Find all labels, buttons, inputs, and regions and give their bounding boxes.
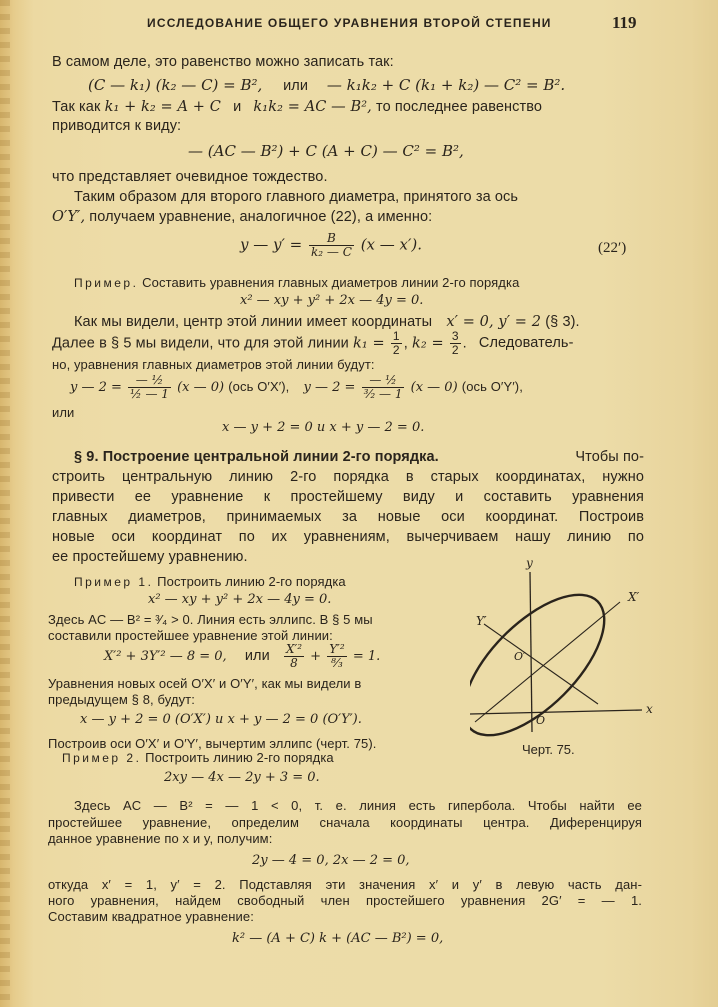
- inline-math: k₁k₂ = AC — B²,: [253, 99, 372, 115]
- denominator: k₂ — C: [311, 245, 352, 259]
- paragraph-line: откуда x′ = 1, y′ = 2. Подставляя эти значения x′ и y′ в левую часть дан-: [48, 877, 642, 892]
- paragraph-line: Далее в § 5 мы видели, что для этой линии k₁ = $\frac{1}{2}$ , k₂ = $\frac{3}{2}$ . Следователь-: [52, 329, 574, 357]
- denominator: ³⁄₂ — 1: [363, 387, 403, 401]
- text: Следователь-: [478, 335, 574, 352]
- equation-part: — k₁k₂ + C (k₁ + k₂) — C² = B².: [326, 76, 566, 94]
- paragraph-line: новые оси координат по их уравнениям, вычерчиваем нашу линию по: [52, 529, 644, 545]
- equation: 2xy — 4x — 2y + 3 = 0.: [164, 770, 320, 785]
- numerator: Y′²: [329, 642, 345, 656]
- figure-75: [470, 556, 670, 767]
- equation-axes: x — y + 2 = 0 (O′X′) и x + y — 2 = 0 (O′Y′).: [80, 712, 362, 727]
- inline-math: k₂ =: [411, 335, 444, 352]
- text: то последнее равенство: [376, 99, 543, 115]
- numerator: X′²: [285, 642, 303, 656]
- equation: x² — xy + y² + 2x — 4y = 0.: [240, 293, 424, 308]
- paragraph-line: Построив оси O′X′ и O′Y′, вычертим эллипс (черт. 75).: [48, 736, 377, 751]
- fraction: [362, 374, 405, 401]
- fraction: [309, 232, 354, 259]
- numerator: — ½: [128, 374, 171, 388]
- text: Так как: [52, 99, 101, 115]
- numerator: — ½: [362, 374, 405, 388]
- label-x-prime-axis: X′: [628, 590, 640, 604]
- paragraph-line: главных диаметров, принимаемых за новые оси координат. Построив: [52, 509, 644, 525]
- text: Построить линию 2-го порядка: [145, 750, 334, 765]
- equation-part: (x — x′).: [360, 235, 423, 254]
- fraction: [450, 330, 461, 357]
- paragraph-line: строить центральную линию 2-го порядка в старых координатах, нужно: [52, 469, 644, 485]
- paragraph-line: Составим квадратное уравнение:: [48, 909, 254, 924]
- numerator: B: [309, 232, 354, 246]
- figure-caption: Черт. 75.: [522, 742, 575, 757]
- paragraph-line: Здесь AC — B² = ³⁄₄ > 0. Линия есть эллипс. В § 5 мы: [48, 612, 373, 627]
- paragraph-line: составили простейшее уравнение этой линии:: [48, 628, 333, 643]
- axis-label: (ось O′X′),: [228, 379, 290, 394]
- paragraph-line: предыдущем § 8, будут:: [48, 692, 195, 707]
- paragraph-line: Здесь AC — B² = — 1 < 0, т. е. линия есть гипербола. Чтобы найти ее: [74, 798, 642, 813]
- paragraph-line: ее простейшему уравнению.: [52, 549, 248, 565]
- equation: x² — xy + y² + 2x — 4y = 0.: [148, 592, 332, 607]
- text: Далее в § 5 мы видели, что для этой линии: [52, 335, 349, 352]
- text: (§ 3).: [545, 314, 580, 330]
- denominator: 2: [392, 343, 400, 357]
- equation-part: y — 2 =: [70, 380, 122, 395]
- paragraph-line: [52, 99, 644, 115]
- paragraph-line: ного уравнения, найдем свободный член простейшего уравнения 2G′ = — 1.: [48, 893, 642, 908]
- equation: — (AC — B²) + C (A + C) — C² = B²,: [188, 142, 464, 160]
- inline-math: O′Y′,: [52, 209, 86, 225]
- equation-diameters: [70, 374, 523, 401]
- label-origin: O: [536, 714, 546, 727]
- text: Как мы видели, центр этой линии имеет координаты: [74, 314, 433, 330]
- paragraph-line: Уравнения новых осей O′X′ и O′Y′, как мы видели в: [48, 676, 362, 691]
- label-x-axis: x: [646, 702, 653, 716]
- fraction: [128, 374, 171, 401]
- equation-part: = 1.: [352, 649, 381, 664]
- text: получаем уравнение, аналогичное (22), а именно:: [89, 209, 433, 225]
- equation-part: y — y′ =: [240, 235, 303, 254]
- equation-part: (C — k₁) (k₂ — C) = B²,: [88, 76, 263, 94]
- ellipse-diagram: [470, 562, 670, 762]
- equation-part: y — 2 =: [303, 380, 356, 395]
- denominator: ⁸⁄₃: [331, 656, 343, 670]
- label-o-prime: O′: [514, 650, 526, 663]
- paragraph-line: простейшее уравнение, определим сначала координаты центра. Диференцируя: [48, 815, 642, 830]
- text: и: [233, 99, 242, 115]
- page-number: 119: [612, 13, 637, 32]
- inline-math: k₁ + k₂ = A + C: [104, 99, 221, 115]
- conjunction: или: [244, 648, 270, 664]
- paragraph-line: [74, 314, 580, 330]
- paragraph-line: [52, 209, 432, 225]
- paragraph-line: данное уравнение по x и y, получим:: [48, 831, 273, 846]
- equation: x — y + 2 = 0 и x + y — 2 = 0.: [222, 420, 425, 435]
- equation-number: (22′): [598, 240, 627, 256]
- label-y-axis: y: [526, 556, 533, 570]
- conjunction: или: [283, 78, 309, 94]
- equation-22-prime: [240, 232, 422, 259]
- fraction: [327, 643, 346, 670]
- example-line: [74, 275, 519, 290]
- example-label: Пример 2.: [62, 751, 142, 765]
- denominator: 2: [451, 343, 459, 357]
- equation-ellipse: [104, 643, 380, 670]
- example-line: [74, 574, 346, 589]
- axis-label: (ось O′Y′),: [461, 379, 523, 394]
- equation-part: (x — 0): [410, 380, 458, 395]
- section-heading: § 9. Построение центральной линии 2-го порядка.: [74, 449, 439, 465]
- section-heading-line: [74, 449, 644, 465]
- equation: [88, 76, 565, 94]
- inline-math: k₁ =: [353, 335, 385, 352]
- example-label: Пример.: [74, 276, 139, 290]
- text: Чтобы по-: [575, 449, 644, 465]
- fraction: [391, 330, 402, 357]
- operator: +: [310, 649, 322, 664]
- denominator: 8: [290, 656, 298, 670]
- fraction: [284, 643, 304, 670]
- paragraph-line: но, уравнения главных диаметров этой линии будут:: [52, 357, 375, 372]
- paragraph-line: что представляет очевидное тождество.: [52, 169, 328, 185]
- label-y-prime-axis: Y′: [476, 614, 487, 628]
- text: Составить уравнения главных диаметров линии 2-го порядка: [142, 275, 520, 290]
- equation-center: 2y — 4 = 0, 2x — 2 = 0,: [252, 853, 410, 868]
- equation-quadratic: k² — (A + C) k + (AC — B²) = 0,: [232, 931, 444, 946]
- running-title: ИССЛЕДОВАНИЕ ОБЩЕГО УРАВНЕНИЯ ВТОРОЙ СТЕПЕНИ: [147, 16, 552, 30]
- denominator: ½ — 1: [130, 387, 169, 401]
- numerator: 1: [392, 329, 400, 343]
- paragraph-line: привести ее уравнение к простейшему виду и составить уравнения: [52, 489, 644, 505]
- paragraph-line: приводится к виду:: [52, 118, 182, 134]
- paragraph: В самом деле, это равенство можно записать так:: [52, 54, 394, 70]
- example-label: Пример 1.: [74, 575, 154, 589]
- numerator: 3: [451, 329, 459, 343]
- inline-math: x′ = 0, y′ = 2: [446, 314, 542, 330]
- equation-part: X′² + 3Y′² — 8 = 0,: [104, 649, 227, 664]
- paragraph-line: Таким образом для второго главного диаметра, принятого за ось: [74, 189, 519, 205]
- conjunction: или: [52, 405, 75, 420]
- page-edge-stain: [0, 0, 10, 1007]
- equation-part: (x — 0): [177, 380, 225, 395]
- text: Построить линию 2-го порядка: [157, 574, 346, 589]
- example-line: [62, 750, 334, 765]
